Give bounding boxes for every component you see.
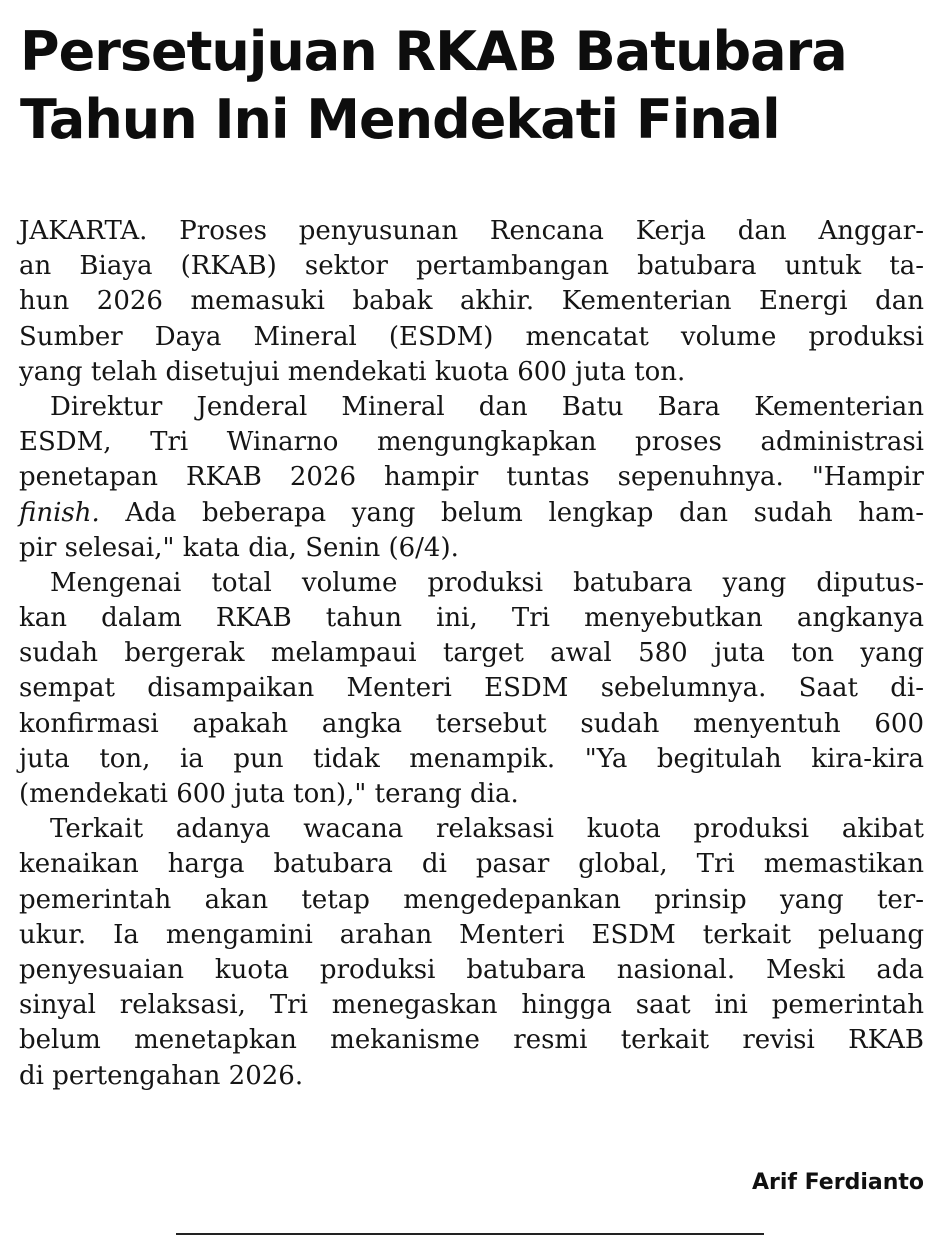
paragraph-line: penetapan RKAB 2026 hampir tuntas sepenuhnya. "Hampir [19,462,924,493]
author-byline: Arif Ferdianto [752,1170,924,1195]
article-headline [20,18,925,154]
paragraph-line: konfirmasi apakah angka tersebut sudah menyentuh 600 [19,708,924,739]
paragraph-line: pir selesai," kata dia, Senin (6/4). [19,532,459,563]
paragraph-4 [19,812,924,1094]
headline-line-1: Persetujuan RKAB Batubara [20,20,847,83]
article-body [19,214,924,1094]
paragraph-line: yang telah disetujui mendekati kuota 600 juta ton. [19,356,686,387]
footer-divider [176,1233,764,1235]
paragraph-line: Sumber Daya Mineral (ESDM) mencatat volume produksi [19,321,924,352]
paragraph-1 [19,214,924,390]
paragraph-line: belum menetapkan mekanisme resmi terkait revisi RKAB [19,1025,924,1056]
paragraph-line: sinyal relaksasi, Tri menegaskan hingga saat ini pemerintah [19,990,924,1021]
paragraph-3 [19,566,924,812]
paragraph-line: sudah bergerak melampaui target awal 580 juta ton yang [19,638,924,669]
paragraph-2 [19,390,924,566]
paragraph-line: di pertengahan 2026. [19,1060,304,1091]
paragraph-line: Terkait adanya wacana relaksasi kuota produksi akibat [50,814,924,845]
paragraph-line: (mendekati 600 juta ton)," terang dia. [19,779,519,809]
paragraph-line: kenaikan harga batubara di pasar global, Tri memastikan [19,849,924,880]
paragraph-line: Mengenai total volume produksi batubara yang diputus- [50,567,924,598]
paragraph-line: kan dalam RKAB tahun ini, Tri menyebutkan angkanya [19,603,924,634]
paragraph-line: juta ton, ia pun tidak menampik. "Ya begitulah kira-kira [19,743,924,774]
paragraph-line: Direktur Jenderal Mineral dan Batu Bara Kementerian [50,391,924,422]
paragraph-line: ESDM, Tri Winarno mengungkapkan proses administrasi [19,427,924,458]
paragraph-line: ukur. Ia mengamini arahan Menteri ESDM terkait peluang [19,919,924,950]
line-rest: Ada beberapa yang belum lengkap dan sudah ham- [99,497,924,528]
headline-line-2: Tahun Ini Mendekati Final [20,88,780,151]
paragraph-line: an Biaya (RKAB) sektor pertambangan batubara untuk ta- [19,251,924,282]
paragraph-line: sempat disampaikan Menteri ESDM sebelumnya. Saat di- [19,673,924,704]
paragraph-line: JAKARTA. Proses penyusunan Rencana Kerja dan Anggar- [19,216,924,246]
paragraph-line: penyesuaian kuota produksi batubara nasional. Meski ada [19,954,924,985]
italic-word: finish. [19,497,100,528]
paragraph-line: pemerintah akan tetap mengedepankan prinsip yang ter- [19,884,924,915]
paragraph-line: hun 2026 memasuki babak akhir. Kementerian Energi dan [19,286,924,317]
paragraph-line [19,496,924,531]
